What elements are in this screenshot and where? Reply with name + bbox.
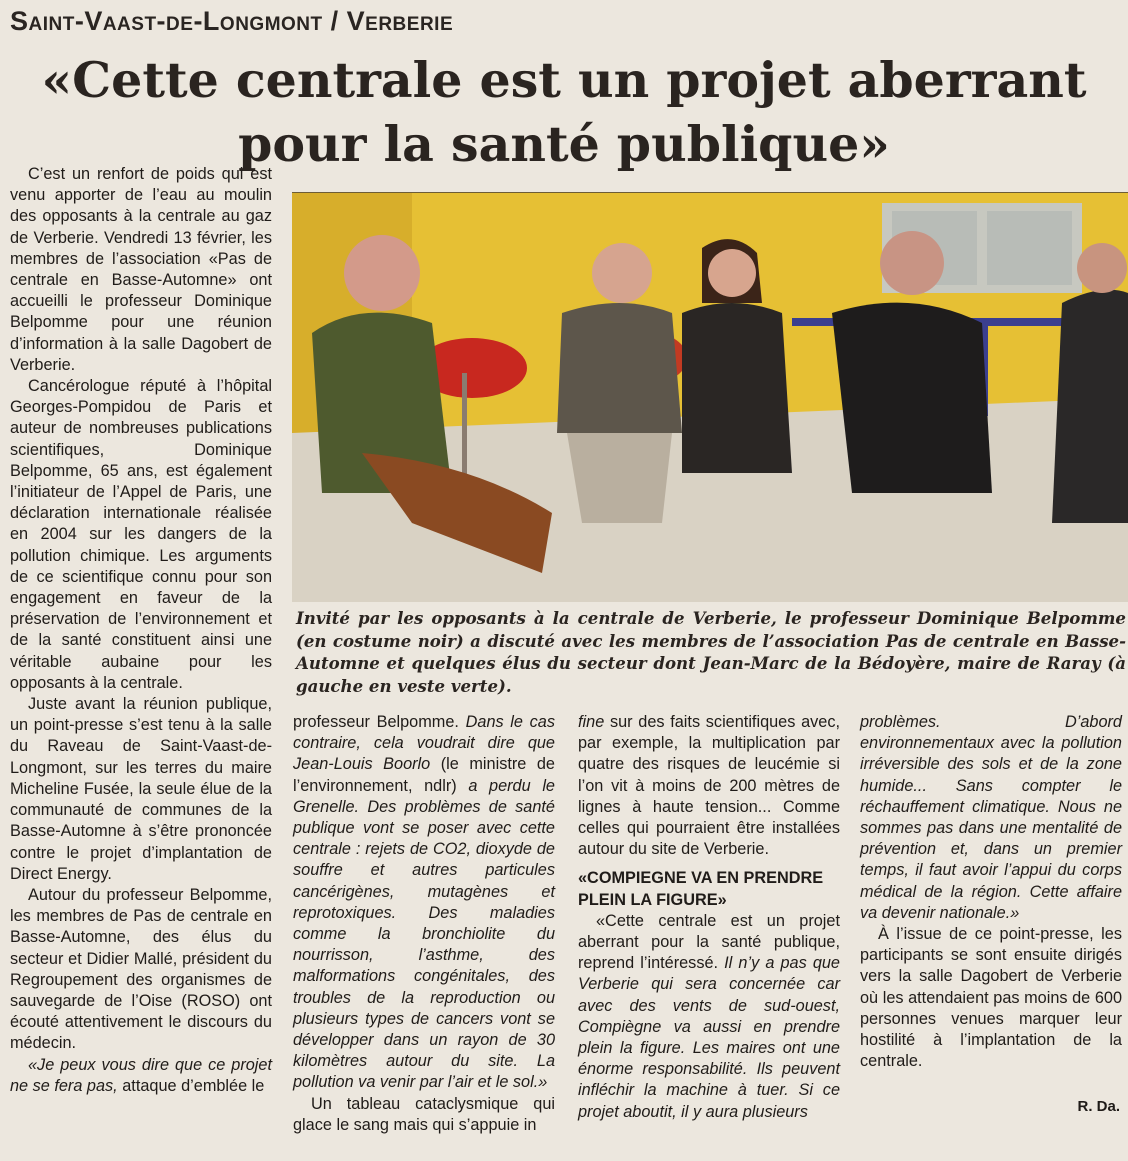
paragraph: À l’issue de ce point-presse, les participants se sont ensuite dirigés vers la salle Dagobert de Verberie où les attendaient pas moins de 600 personnes venues marquer leur hostilité à l’implantation de la centrale.: [860, 925, 1122, 1071]
article-column-2: [293, 712, 555, 1136]
photo-caption: Invité par les opposants à la centrale de Verberie, le professeur Dominique Belpomme (en costume noir) a discuté avec les membres de l’association Pas de centrale en Basse-Automne et quelques élus du secteur dont Jean-Marc de la Bédoyère, maire de Raray (à gauche en veste verte).: [296, 608, 1126, 697]
paragraph: Un tableau cataclysmique qui glace le sang mais qui s’appuie in: [293, 1094, 555, 1134]
paragraph: C’est un renfort de poids qui est venu apporter de l’eau au moulin des opposants à la centrale au gaz de Verberie. Vendredi 13 février, les membres de l’association «Pas de centrale en Basse-Automne» ont accueilli le professeur Dominique Belpomme pour une réunion d’information à la salle Dagobert de Verberie.: [10, 165, 272, 374]
paragraph: problèmes. D’abord environnementaux avec la pollution irréversible des sols et de la zone humide... Sans compter le réchauffement climatique. Nous ne sommes pas dans une mentalité de prévention et, dans un premier temps, il faut avoir l’appui du corps médical de la région. Cette affaire va devenir nationale.»: [860, 713, 1122, 922]
paragraph: [10, 1055, 272, 1097]
quote-text: «Je peux vous dire que ce projet ne se fera pas,: [10, 1055, 272, 1095]
paragraph-text: professeur Belpomme.: [293, 713, 466, 731]
article-column-3: [578, 712, 840, 1123]
paragraph: Autour du professeur Belpomme, les membres de Pas de centrale en Basse-Automne, des élus du secteur et Didier Mallé, président du Regroupement des organismes de sauvegarde de l’Oise (ROSO) ont écouté attentivement le discours du médecin.: [10, 885, 272, 1053]
author-signature: R. Da.: [1077, 1098, 1120, 1115]
paragraph: Juste avant la réunion publique, un point-presse s’est tenu à la salle du Raveau de Saint-Vaast-de-Longmont, sur les terres du maire Micheline Fusée, la seule élue de la communauté de communes de la Basse-Automne à s’être prononcée contre le projet d’implantation de Direct Energy.: [10, 695, 272, 883]
paragraph: [293, 712, 555, 1094]
paragraph-text: attaque d’emblée le: [117, 1076, 265, 1095]
article-headline: «Cette centrale est un projet aberrant pour la santé publique»: [41, 51, 1087, 173]
quote-text: Il n’y a pas que Verberie qui sera concernée car avec des vents de sud-ouest, Compiègne va aussi en prendre plein la figure. Les maires ont une énorme responsabilité. Ils peuvent infléchir la machine à tuer. Si ce projet aboutit, il y aura plusieurs: [578, 954, 840, 1121]
quote-text: «Cette centrale est un projet aberrant pour la santé publique,: [578, 911, 840, 952]
article-column-4: [860, 712, 1122, 1072]
quote-text: fine: [578, 713, 605, 731]
paragraph-text: (le ministre de l’environnement, ndlr): [293, 755, 555, 795]
article-kicker: Saint-Vaast-de-Longmont / Verberie: [10, 6, 454, 36]
paragraph: [578, 712, 840, 860]
paragraph: Cancérologue réputé à l’hôpital Georges-Pompidou de Paris et auteur de nombreuses publications scientifiques, Dominique Belpomme, 65 ans, est également l’initiateur de l’Appel de Paris, une déclaration internationale réalisée en 2004 sur les dangers de la pollution chimique. Les arguments de ce scientifique connu pour son engagement en faveur de la préservation de l’environnement et de la santé constituent ainsi une véritable aubaine pour les opposants à la centrale.: [10, 377, 272, 692]
meeting-photo-illustration: [292, 193, 1128, 602]
paragraph-text: sur des faits scientifiques avec, par exemple, la multiplication par quatre des risques de leucémie si l’on vit à moins de 200 mètres de lignes à haute tension... Comme celles qui pourraient être installées autour du site de Verberie.: [578, 713, 840, 859]
paragraph: [578, 911, 840, 1123]
article-column-1: [10, 164, 272, 1097]
quote-text: Dans le cas contraire, cela voudrait dire que Jean-Louis Boorlo: [293, 713, 555, 774]
section-subhead: «COMPIEGNE VA EN PRENDRE PLEIN LA FIGURE»: [578, 869, 824, 909]
quote-text: a perdu le Grenelle. Des problèmes de santé publique vont se poser avec cette centrale : rejets de CO2, dioxyde de souffre et autres particules cancérigènes, mutagènes et reprotoxiques. Des maladies comme la bronchiolite du nourrisson, l’asthme, des malformations congénitales, des troubles de la reproduction ou plusieurs types de cancers vont se développer dans un rayon de 30 kilomètres autour du site. La pollution va venir par l’air et le sol.»: [293, 776, 555, 1092]
article-photo: [292, 192, 1128, 602]
paragraph-text: reprend l’intéressé.: [578, 954, 725, 973]
